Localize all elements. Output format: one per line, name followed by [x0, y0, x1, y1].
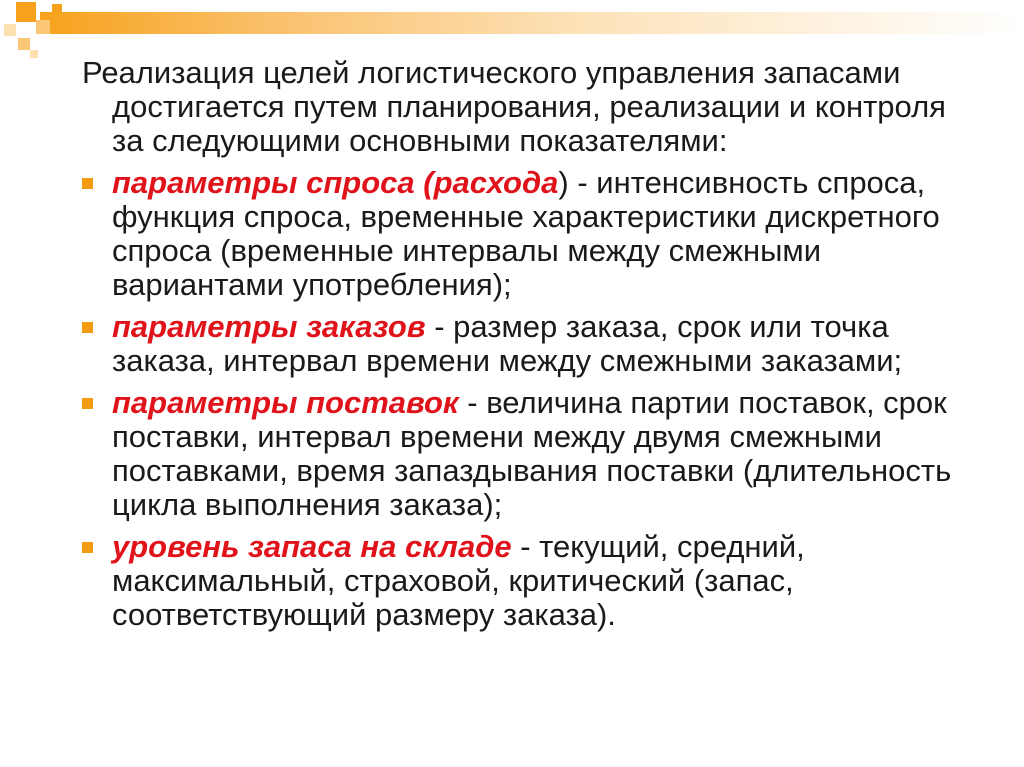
parameter-list: [82, 166, 982, 632]
list-item: [82, 310, 982, 378]
decor-square: [16, 2, 36, 22]
decor-square: [52, 4, 62, 14]
decor-square: [30, 50, 38, 58]
decor-square: [18, 38, 30, 50]
header-gradient-bar: [40, 12, 1024, 34]
orange-square-bullet-icon: [82, 398, 93, 409]
list-item: [82, 166, 982, 302]
list-item: [82, 530, 982, 632]
item-term: параметры заказов: [112, 309, 426, 344]
item-term: параметры поставок: [112, 385, 459, 420]
item-text: - текущий, средний, максимальный, страховой, критический (запас, соответствующий размеру заказа).: [112, 529, 805, 632]
item-text: ) - интенсивность спроса, функция спроса, временные характеристики дискретного спроса (временные интервалы между смежными вариантами употребления);: [112, 165, 940, 302]
item-term: уровень запаса на складе: [112, 529, 512, 564]
list-item: [82, 386, 982, 522]
slide-body: [82, 56, 982, 640]
item-text: - размер заказа, срок или точка заказа, интервал времени между смежными заказами;: [112, 309, 903, 378]
decor-square: [36, 20, 50, 34]
orange-square-bullet-icon: [82, 542, 93, 553]
intro-paragraph: Реализация целей логистического управления запасами достигается путем планирования, реализации и контроля за следующими основными показателями:: [82, 55, 946, 158]
decor-square: [4, 24, 16, 36]
item-term: параметры спроса (расхода: [112, 165, 559, 200]
item-text: - величина партии поставок, срок поставки, интервал времени между двумя смежными поставками, время запаздывания поставки (длительность цикла выполнения заказа);: [112, 385, 952, 522]
orange-square-bullet-icon: [82, 322, 93, 333]
orange-square-bullet-icon: [82, 178, 93, 189]
